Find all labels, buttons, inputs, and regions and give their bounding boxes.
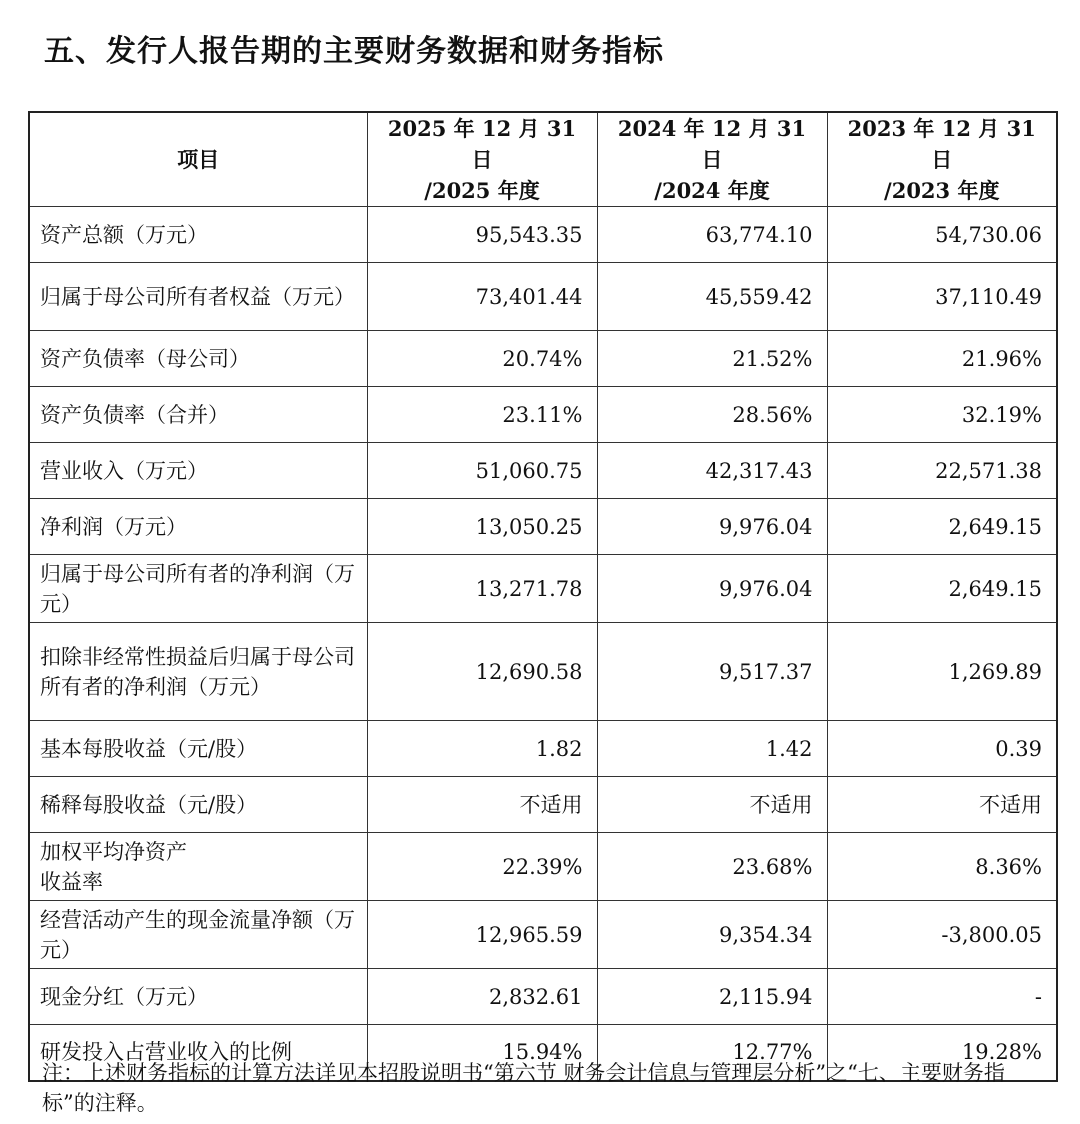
table-row: [29, 901, 1057, 969]
value-2025: 95,543.35: [367, 207, 597, 263]
row-label: 归属于母公司所有者的净利润（万元）: [29, 555, 367, 623]
value-2024: 9,976.04: [597, 555, 827, 623]
value-2023: 19.28%: [827, 1025, 1057, 1081]
value-2025: 22.39%: [367, 833, 597, 901]
row-label: 归属于母公司所有者权益（万元）: [29, 263, 367, 331]
value-2023: 1,269.89: [827, 623, 1057, 721]
value-2025: 15.94%: [367, 1025, 597, 1081]
value-2025: 13,271.78: [367, 555, 597, 623]
table-row: [29, 623, 1057, 721]
row-label: [29, 833, 367, 901]
row-label: 稀释每股收益（元/股）: [29, 777, 367, 833]
value-2023: -3,800.05: [827, 901, 1057, 969]
row-label: 资产负债率（合并）: [29, 387, 367, 443]
value-2023: 22,571.38: [827, 443, 1057, 499]
header-2024-line2: /2024 年度: [654, 178, 770, 203]
value-2024: 9,354.34: [597, 901, 827, 969]
table-row: [29, 721, 1057, 777]
table-row: [29, 263, 1057, 331]
value-2023: 37,110.49: [827, 263, 1057, 331]
table-row: [29, 207, 1057, 263]
row-label-line2: 收益率: [40, 869, 103, 894]
header-2024-line1: 2024 年 12 月 31 日: [617, 116, 807, 172]
value-2023: -: [827, 969, 1057, 1025]
value-2025: 20.74%: [367, 331, 597, 387]
value-2023: 54,730.06: [827, 207, 1057, 263]
value-2024: 2,115.94: [597, 969, 827, 1025]
row-label-line1: 加权平均净资产: [40, 839, 187, 864]
value-2024: 45,559.42: [597, 263, 827, 331]
value-2024: 42,317.43: [597, 443, 827, 499]
header-2023-line1: 2023 年 12 月 31 日: [847, 116, 1036, 172]
table-row: [29, 499, 1057, 555]
table-row: [29, 555, 1057, 623]
row-label: 资产总额（万元）: [29, 207, 367, 263]
table-header-row: [29, 112, 1057, 207]
row-label: 扣除非经常性损益后归属于母公司所有者的净利润（万元）: [29, 623, 367, 721]
header-2024: [597, 112, 827, 207]
section-title: 五、发行人报告期的主要财务数据和财务指标: [44, 34, 664, 69]
value-2025: 12,690.58: [367, 623, 597, 721]
row-label: 营业收入（万元）: [29, 443, 367, 499]
value-2025: 1.82: [367, 721, 597, 777]
table-row: [29, 777, 1057, 833]
value-2025: 73,401.44: [367, 263, 597, 331]
header-2025: [367, 112, 597, 207]
footnote: 注：上述财务指标的计算方法详见本招股说明书“第六节 财务会计信息与管理层分析”之“七、主要财务指标”的注释。: [42, 1061, 1005, 1115]
value-2025: 2,832.61: [367, 969, 597, 1025]
value-2023: 2,649.15: [827, 555, 1057, 623]
value-2024: 9,976.04: [597, 499, 827, 555]
row-label: 资产负债率（母公司）: [29, 331, 367, 387]
value-2024: 12.77%: [597, 1025, 827, 1081]
row-label: 经营活动产生的现金流量净额（万元）: [29, 901, 367, 969]
row-label: 现金分红（万元）: [29, 969, 367, 1025]
value-2023: 0.39: [827, 721, 1057, 777]
row-label: 基本每股收益（元/股）: [29, 721, 367, 777]
value-2023: 不适用: [827, 777, 1057, 833]
value-2023: 21.96%: [827, 331, 1057, 387]
value-2025: 12,965.59: [367, 901, 597, 969]
value-2024: 23.68%: [597, 833, 827, 901]
table-row: [29, 387, 1057, 443]
row-label: 研发投入占营业收入的比例: [29, 1025, 367, 1081]
header-item: 项目: [29, 112, 367, 207]
value-2025: 不适用: [367, 777, 597, 833]
value-2024: 28.56%: [597, 387, 827, 443]
value-2025: 51,060.75: [367, 443, 597, 499]
value-2024: 63,774.10: [597, 207, 827, 263]
value-2024: 1.42: [597, 721, 827, 777]
value-2023: 32.19%: [827, 387, 1057, 443]
value-2023: 2,649.15: [827, 499, 1057, 555]
value-2025: 13,050.25: [367, 499, 597, 555]
header-2025-line2: /2025 年度: [424, 178, 540, 203]
value-2023: 8.36%: [827, 833, 1057, 901]
row-label: 净利润（万元）: [29, 499, 367, 555]
value-2024: 不适用: [597, 777, 827, 833]
value-2025: 23.11%: [367, 387, 597, 443]
header-2023: [827, 112, 1057, 207]
table-row: [29, 443, 1057, 499]
value-2024: 9,517.37: [597, 623, 827, 721]
header-2023-line2: /2023 年度: [884, 178, 1000, 203]
value-2024: 21.52%: [597, 331, 827, 387]
table-row: [29, 331, 1057, 387]
table-row: [29, 969, 1057, 1025]
table-row: [29, 833, 1057, 901]
header-2025-line1: 2025 年 12 月 31 日: [387, 116, 577, 172]
financial-indicators-table: [28, 111, 1058, 1082]
